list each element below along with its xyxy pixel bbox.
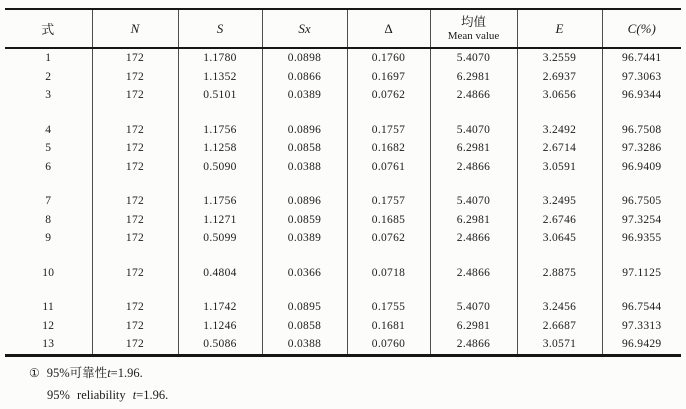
cell: 3.0645 <box>517 229 602 248</box>
table-row-10 <box>5 264 681 283</box>
cell: 2.6687 <box>517 317 602 336</box>
column-header-c-percent: C(%) <box>602 9 681 48</box>
cell: 2 <box>5 68 92 87</box>
table-row-6 <box>5 158 681 177</box>
cell: 96.9344 <box>622 89 662 102</box>
cell: 0.1755 <box>347 298 430 317</box>
cell: 0.5086 <box>178 335 262 355</box>
cell: 172 <box>92 158 178 177</box>
column-header-sx: Sx <box>262 9 347 48</box>
cell: 2.4866 <box>430 229 517 248</box>
cell: 1.1246 <box>178 317 262 336</box>
cell: 0.5090 <box>178 158 262 177</box>
cell: 0.0858 <box>262 317 347 336</box>
cell: 0.1685 <box>347 211 430 230</box>
cell: 3.2492 <box>517 121 602 140</box>
column-header-mean <box>430 9 517 48</box>
cell: 0.1757 <box>347 192 430 211</box>
cell: 5 <box>5 139 92 158</box>
cell: 1.1271 <box>178 211 262 230</box>
cell: 0.0366 <box>262 264 347 283</box>
cell: 0.0866 <box>262 68 347 87</box>
column-header-mean-en: Mean value <box>447 29 500 42</box>
cell: 2.4866 <box>430 158 517 177</box>
column-header-e: E <box>517 9 602 48</box>
cell: 0.0762 <box>347 86 430 105</box>
cell: 172 <box>92 121 178 140</box>
table-row-4 <box>5 121 681 140</box>
cell: 96.9429 <box>622 338 662 351</box>
cell: 0.0388 <box>262 335 347 355</box>
cell: 0.0858 <box>262 139 347 158</box>
cell: 97.3286 <box>622 142 662 155</box>
cell: 172 <box>92 68 178 87</box>
footnote <box>29 363 168 403</box>
cell: 13 <box>5 335 92 355</box>
cell: 172 <box>92 317 178 336</box>
cell: 1.1742 <box>178 298 262 317</box>
cell: 5.4070 <box>430 192 517 211</box>
table-row-5 <box>5 139 681 158</box>
cell: 0.5099 <box>178 229 262 248</box>
cell: 172 <box>92 86 178 105</box>
table-row-3 <box>5 86 681 105</box>
column-header-formula: 式 <box>5 9 92 48</box>
cell: 96.7505 <box>622 195 662 208</box>
cell: 172 <box>92 335 178 355</box>
cell: 2.8875 <box>517 264 602 283</box>
cell: 97.3254 <box>622 213 662 226</box>
cell: 0.1697 <box>347 68 430 87</box>
footnote-zh-value: =1.96. <box>110 366 143 380</box>
footnote-marker: ① <box>29 366 40 380</box>
cell: 4 <box>5 121 92 140</box>
cell: 96.7508 <box>622 123 662 136</box>
table-spacer-row <box>5 282 681 298</box>
cell: 7 <box>5 192 92 211</box>
cell: 96.9355 <box>622 232 662 245</box>
footnote-line-zh <box>29 363 168 381</box>
cell: 2.4866 <box>430 264 517 283</box>
cell: 0.0896 <box>262 121 347 140</box>
cell: 3.2456 <box>517 298 602 317</box>
column-header-delta: Δ <box>347 9 430 48</box>
cell: 172 <box>92 48 178 68</box>
cell: 97.1125 <box>622 266 662 279</box>
cell: 96.9409 <box>622 160 662 173</box>
table-row-2 <box>5 68 681 87</box>
cell: 1 <box>5 48 92 68</box>
cell: 0.5101 <box>178 86 262 105</box>
cell: 0.0389 <box>262 229 347 248</box>
table-spacer-row <box>5 176 681 192</box>
footnote-en-text: 95% reliability <box>47 388 133 402</box>
cell: 172 <box>92 229 178 248</box>
cell: 172 <box>92 264 178 283</box>
cell: 1.1258 <box>178 139 262 158</box>
column-header-n: N <box>92 9 178 48</box>
cell: 11 <box>5 298 92 317</box>
cell: 0.1681 <box>347 317 430 336</box>
cell: 1.1780 <box>178 48 262 68</box>
cell: 2.6714 <box>517 139 602 158</box>
cell: 3 <box>5 86 92 105</box>
cell: 8 <box>5 211 92 230</box>
header-row <box>5 9 681 48</box>
table-row-8 <box>5 211 681 230</box>
footnote-zh-text: 95%可靠性 <box>46 366 108 380</box>
table-row-11 <box>5 298 681 317</box>
table-row-13 <box>5 335 681 355</box>
cell: 5.4070 <box>430 121 517 140</box>
cell: 6.2981 <box>430 139 517 158</box>
table-spacer-row <box>5 248 681 264</box>
cell: 5.4070 <box>430 48 517 68</box>
cell: 0.4804 <box>178 264 262 283</box>
cell: 2.6746 <box>517 211 602 230</box>
footnote-en-value: =1.96. <box>136 388 169 402</box>
cell: 0.0389 <box>262 86 347 105</box>
cell: 3.2495 <box>517 192 602 211</box>
cell: 10 <box>5 264 92 283</box>
table-header <box>5 9 681 48</box>
cell: 6 <box>5 158 92 177</box>
cell: 172 <box>92 211 178 230</box>
cell: 3.2559 <box>517 48 602 68</box>
cell: 1.1756 <box>178 192 262 211</box>
table-row-7 <box>5 192 681 211</box>
cell: 1.1756 <box>178 121 262 140</box>
footnote-zh-var: t <box>107 366 111 380</box>
statistics-table <box>5 8 681 357</box>
cell: 2.4866 <box>430 335 517 355</box>
cell: 0.0388 <box>262 158 347 177</box>
cell: 0.0718 <box>347 264 430 283</box>
cell: 3.0591 <box>517 158 602 177</box>
table-row-1 <box>5 48 681 68</box>
cell: 3.0656 <box>517 86 602 105</box>
cell: 0.0859 <box>262 211 347 230</box>
footnote-line-en <box>47 388 168 403</box>
cell: 0.1682 <box>347 139 430 158</box>
table-row-9 <box>5 229 681 248</box>
table-body <box>5 48 681 355</box>
cell: 9 <box>5 229 92 248</box>
cell: 172 <box>92 139 178 158</box>
table-spacer-row <box>5 105 681 121</box>
cell: 3.0571 <box>517 335 602 355</box>
cell: 96.7544 <box>622 301 662 314</box>
table-row-12 <box>5 317 681 336</box>
cell: 12 <box>5 317 92 336</box>
cell: 1.1352 <box>178 68 262 87</box>
cell: 5.4070 <box>430 298 517 317</box>
cell: 0.0898 <box>262 48 347 68</box>
cell: 0.0760 <box>347 335 430 355</box>
column-header-mean-zh: 均值 <box>460 14 486 29</box>
cell: 0.1757 <box>347 121 430 140</box>
cell: 2.6937 <box>517 68 602 87</box>
cell: 0.0895 <box>262 298 347 317</box>
cell: 0.0761 <box>347 158 430 177</box>
cell: 6.2981 <box>430 317 517 336</box>
cell: 2.4866 <box>430 86 517 105</box>
cell: 97.3063 <box>622 70 662 83</box>
cell: 6.2981 <box>430 68 517 87</box>
cell: 96.7441 <box>622 52 662 65</box>
column-header-s: S <box>178 9 262 48</box>
cell: 172 <box>92 298 178 317</box>
cell: 6.2981 <box>430 211 517 230</box>
cell: 0.0896 <box>262 192 347 211</box>
cell: 97.3313 <box>622 319 662 332</box>
cell: 0.1760 <box>347 48 430 68</box>
cell: 0.0762 <box>347 229 430 248</box>
footnote-en-var: t <box>132 388 137 402</box>
cell: 172 <box>92 192 178 211</box>
